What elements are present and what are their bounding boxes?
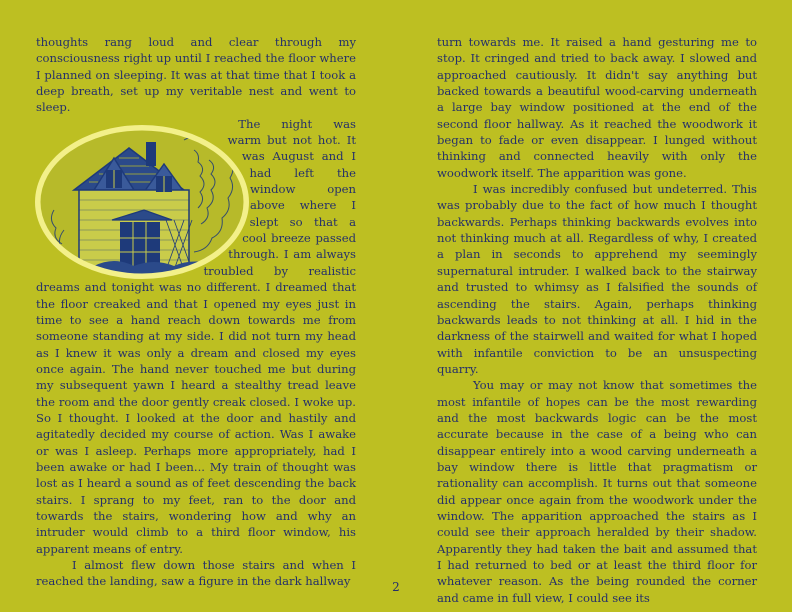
cottage-illustration: [34, 120, 250, 280]
page-number: 2: [392, 580, 400, 594]
paragraph: thoughts rang loud and clear through my consciousness right up until I reached the floor where I planned on sleeping. It was at that time that I took a deep breath, set up my veritable nest and went to sleep.: [36, 35, 356, 115]
paragraph: You may or may not know that sometimes the most infantile of hopes can be the most rewarding and the most backwards logic can be the most accurate because in the case of a being who can disappear entirely into a wood carving underneath a bay window there is little that pragmatism or rationality can accomplish. It turns out that someone did appear once again from the woodwork under the window. The apparition approached the stairs as I could see their approach heralded by their shadow. Apparently they had taken the bait and assumed that I had returned to bed or at least the third floor for whatever reason. As the being rounded the corner and came in full view, I could see its: [437, 378, 757, 605]
paragraph: I almost flew down those stairs and when I reached the landing, saw a figure in the dark hallway: [36, 558, 356, 589]
paragraph: I was incredibly confused but undeterred. This was probably due to the fact of how much I thought backwards. Perhaps thinking backwards evolves into not thinking much at all. Regardless of why, I created a plan in seconds to apprehend my seemingly supernatural intruder. I walked back to the stairway and trusted to whimsy as I falsified the sounds of ascending the stairs. Again, perhaps thinking backwards leads to not thinking at all. I hid in the darkness of the stairwell and waited for what I hoped with infantile conviction to be an unsuspecting quarry.: [437, 182, 757, 376]
paragraph-with-illustration: The night was warm but not hot. It was August and I had left the window open above where I slept so that a cool breeze passed through. I am always troubled by realistic dreams and tonight was no different. I dreamed that the floor creaked and that I opened my eyes just in time to see a hand reach down towards me from someone standing at my side. I did not turn my head as I knew it was only a dream and closed my eyes once again. The hand never touched me but during my subsequent yawn I heard a stealthy tread leave the room and the door gently creak closed. I woke up. So I thought. I looked at the door and hastily and agitatedly decided my course of action. Was I awake or was I asleep. Perhaps more appropriately, had I been awake or had I been... My train of thought was lost as I heard a sound as of feet descending the back stairs. I sprang to my feet, ran to the door and towards the stairs, wondering how and why an intruder would climb to a third floor window, his apparent means of entry.: [36, 116, 356, 556]
paragraph: turn towards me. It raised a hand gesturing me to stop. It cringed and tried to back away. I slowed and approached cautiously. It didn't say anything but backed towards a beautiful wood-carving underneath a large bay window positioned at the end of the second floor hallway. As it reached the woodwork it began to fade or even disappear. I lunged without thinking and connected heavily with only the woodwork itself. The apparition was gone.: [437, 35, 757, 180]
left-text-column: [36, 34, 356, 590]
right-text-column: [437, 34, 757, 606]
